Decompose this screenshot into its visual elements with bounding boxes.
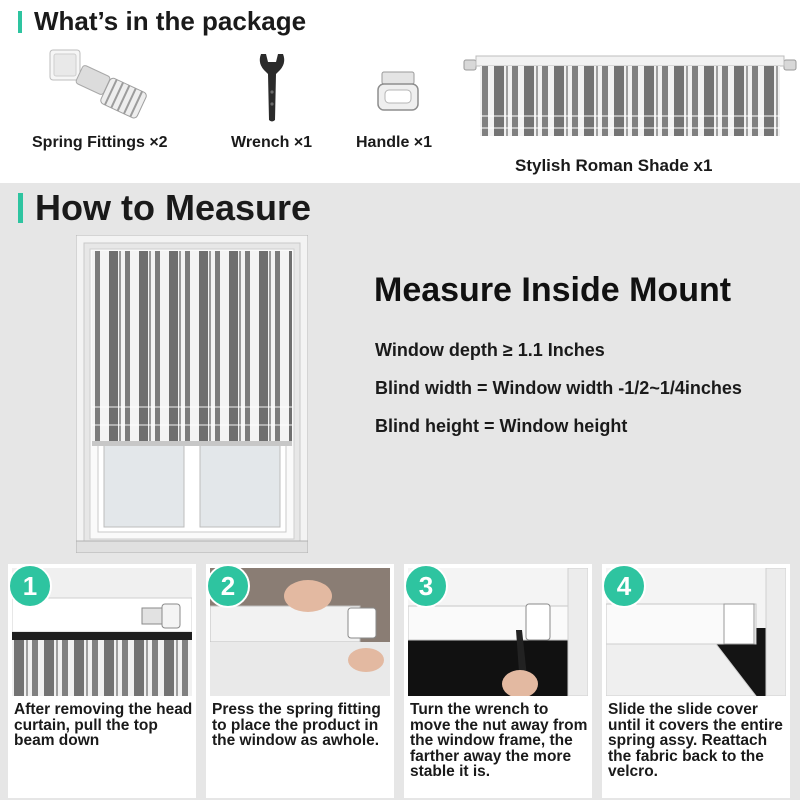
step-2-text: Press the spring fitting to place the product in the window as awhole.	[212, 701, 381, 749]
rule-blind-width: Blind width = Window width -1/2~1/4inches	[375, 378, 742, 398]
step-1-text: After removing the head curtain, pull the top beam down	[14, 701, 193, 749]
item-label-spring-fittings: Spring Fittings ×2	[32, 134, 168, 151]
handle-icon	[376, 70, 420, 114]
window-with-shade-illustration	[76, 235, 308, 553]
step-number-badge: 3	[404, 564, 448, 608]
step-3-text: Turn the wrench to move the nut away from the window frame, the farther away the more stable it is.	[410, 701, 588, 780]
rule-blind-height: Blind height = Window height	[375, 416, 628, 436]
item-label-roman-shade: Stylish Roman Shade x1	[515, 156, 713, 175]
step-4-text: Slide the slide cover until it covers the entire spring assy. Reattach the fabric back to the velcro.	[608, 701, 783, 780]
install-steps-section	[0, 560, 800, 800]
item-label-wrench: Wrench ×1	[231, 134, 313, 151]
roman-shade-icon	[462, 54, 798, 138]
measure-heading: Measure Inside Mount	[374, 271, 732, 309]
rule-window-depth: Window depth ≥ 1.1 Inches	[375, 340, 605, 360]
step-card-3	[404, 564, 592, 798]
step-number-badge: 1	[8, 564, 52, 608]
title-accent-bar	[18, 193, 23, 223]
measure-title: How to Measure	[18, 187, 311, 229]
step-card-1	[8, 564, 196, 798]
item-label-handle: Handle ×1	[356, 134, 433, 151]
spring-fitting-icon	[44, 46, 154, 122]
step-number-badge: 4	[602, 564, 646, 608]
step-card-2	[206, 564, 394, 798]
package-section	[0, 0, 800, 183]
package-title: What’s in the package	[18, 6, 306, 37]
step-number-badge: 2	[206, 564, 250, 608]
step-card-4	[602, 564, 790, 798]
wrench-icon	[256, 52, 288, 124]
how-to-measure-section	[0, 183, 800, 560]
title-accent-bar	[18, 11, 22, 33]
